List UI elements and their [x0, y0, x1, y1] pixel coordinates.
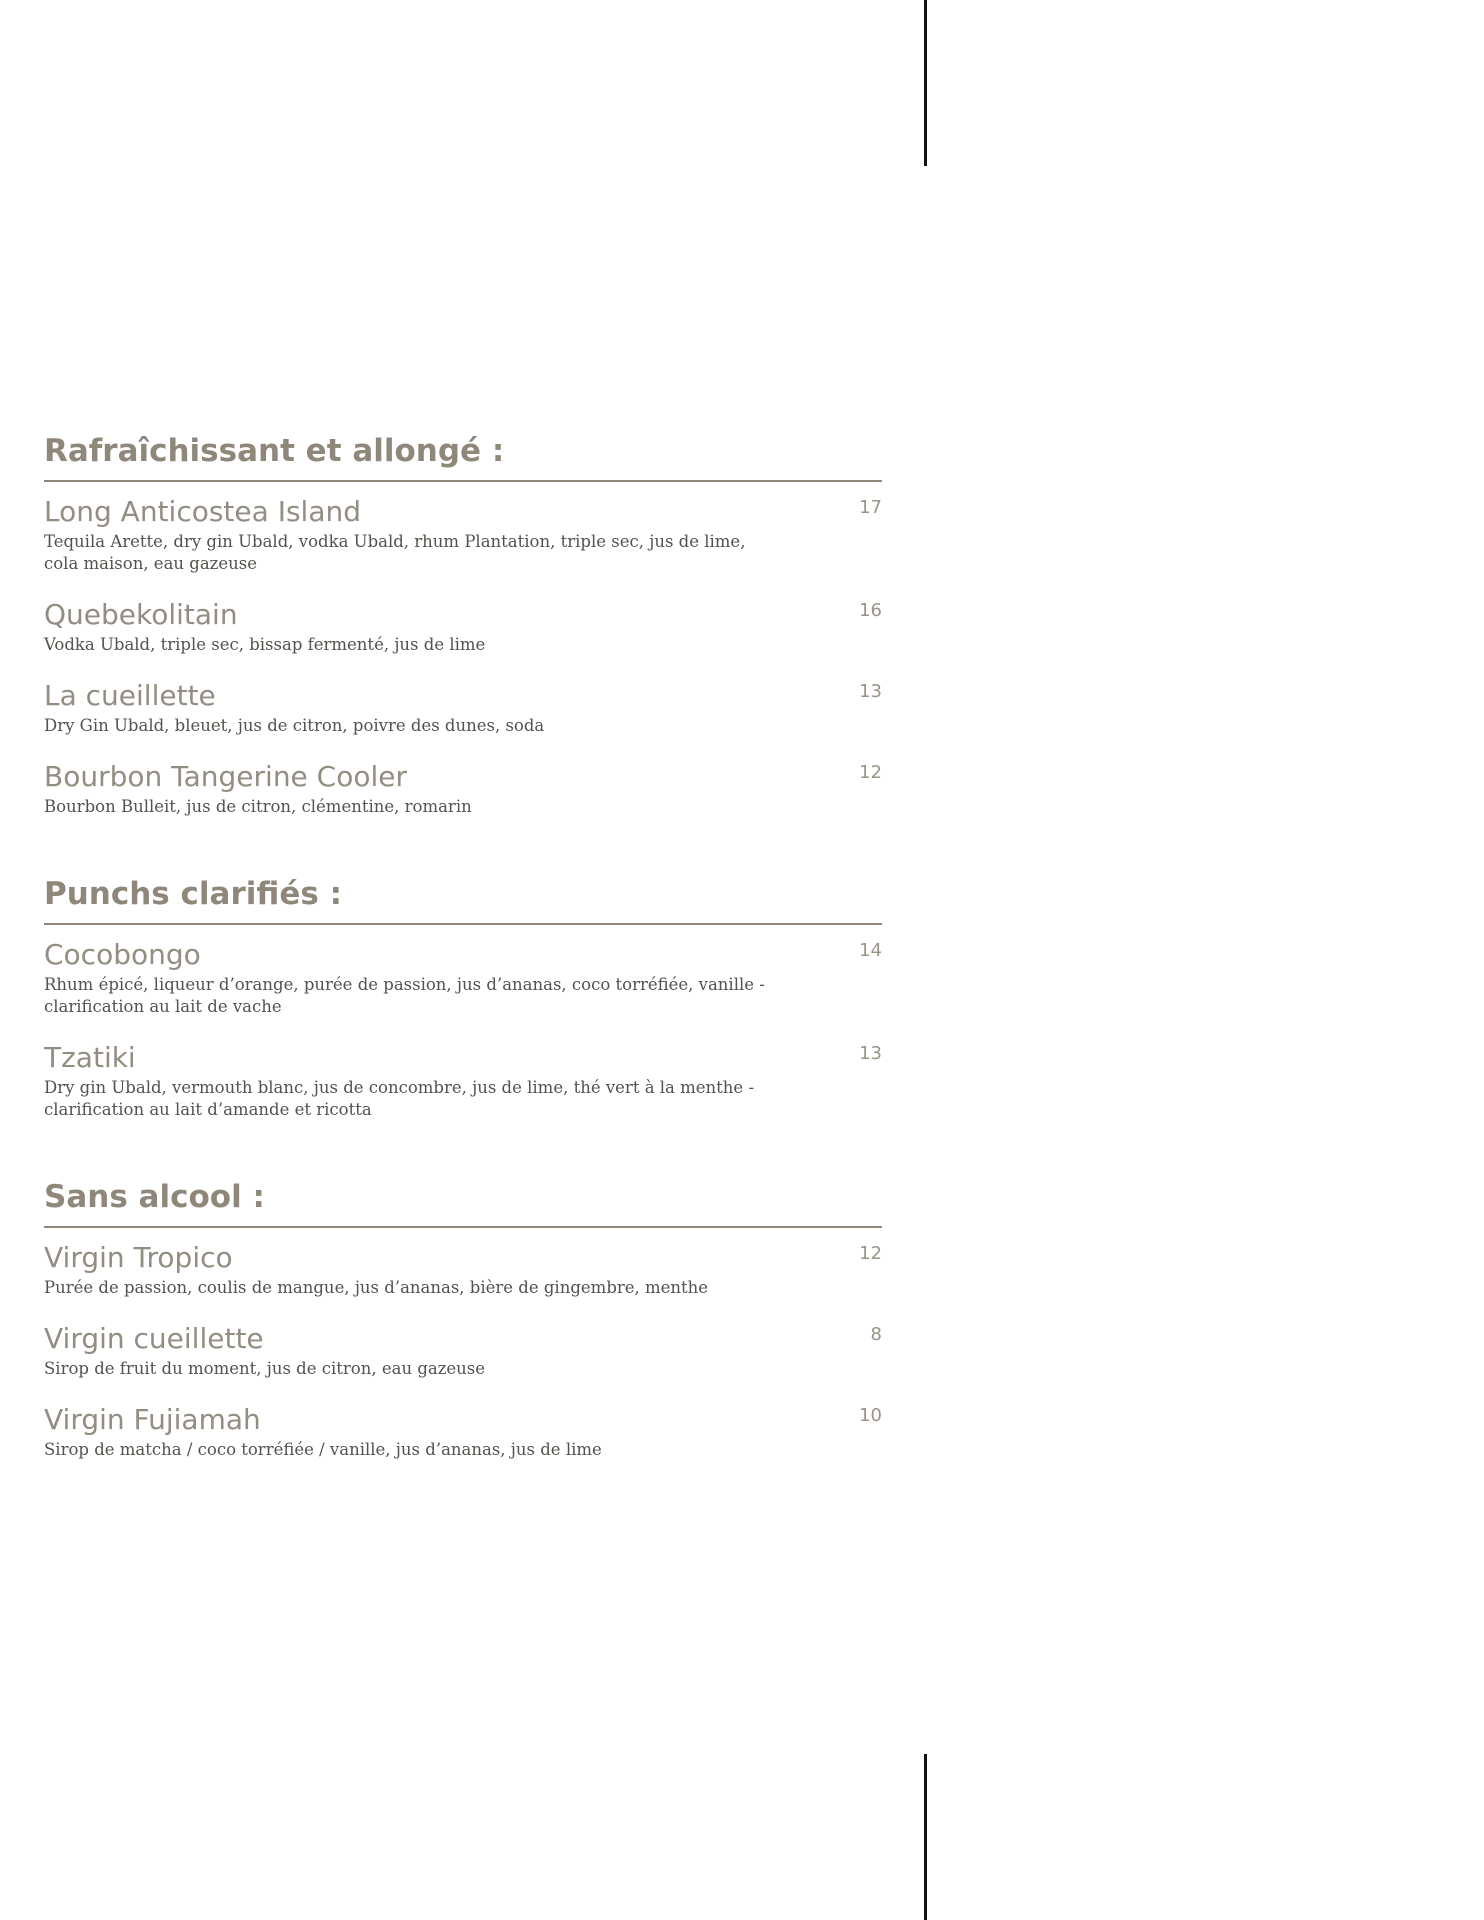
- menu-item: [44, 1240, 882, 1299]
- section-title: Sans alcool :: [44, 1179, 265, 1215]
- menu-section-non-alcoholic: [44, 1174, 882, 1461]
- item-price: 12: [859, 1243, 882, 1264]
- menu-item: [44, 597, 882, 656]
- item-description: Dry gin Ubald, vermouth blanc, jus de concombre, jus de lime, thé vert à la menthe - clarification au lait d’amande et ricotta: [44, 1078, 755, 1119]
- item-price: 16: [859, 600, 882, 621]
- menu-section-refreshing: [44, 428, 882, 818]
- menu-item: [44, 759, 882, 818]
- item-name: Quebekolitain: [44, 598, 238, 631]
- item-price: 14: [859, 940, 882, 961]
- item-description: Sirop de matcha / coco torréfiée / vanille, jus d’ananas, jus de lime: [44, 1440, 602, 1459]
- item-price: 13: [859, 681, 882, 702]
- item-description: Tequila Arette, dry gin Ubald, vodka Ubald, rhum Plantation, triple sec, jus de lime, cola maison, eau gazeuse: [44, 532, 746, 573]
- item-description: Purée de passion, coulis de mangue, jus d’ananas, bière de gingembre, menthe: [44, 1278, 709, 1297]
- item-description: Vodka Ubald, triple sec, bissap fermenté, jus de lime: [44, 635, 486, 654]
- menu-item: [44, 1402, 882, 1461]
- item-name: Long Anticostea Island: [44, 495, 361, 528]
- crop-mark-bottom: [924, 1754, 927, 1920]
- section-divider: [44, 1226, 882, 1228]
- section-title: Punchs clarifiés :: [44, 876, 343, 912]
- item-price: 12: [859, 762, 882, 783]
- crop-mark-top: [924, 0, 927, 166]
- menu-item: [44, 1321, 882, 1380]
- item-description: Sirop de fruit du moment, jus de citron, eau gazeuse: [44, 1359, 486, 1378]
- item-description: Dry Gin Ubald, bleuet, jus de citron, poivre des dunes, soda: [44, 716, 545, 735]
- item-price: 10: [859, 1405, 882, 1426]
- item-name: Tzatiki: [44, 1041, 136, 1074]
- item-name: Virgin Fujiamah: [44, 1403, 261, 1436]
- item-name: Virgin Tropico: [44, 1241, 233, 1274]
- section-title: Rafraîchissant et allongé :: [44, 433, 505, 469]
- item-price: 8: [870, 1324, 882, 1345]
- section-divider: [44, 923, 882, 925]
- menu-item: [44, 678, 882, 737]
- item-description: Bourbon Bulleit, jus de citron, clémentine, romarin: [44, 797, 472, 816]
- menu-item: [44, 494, 882, 575]
- menu-item: [44, 937, 882, 1018]
- item-name: Virgin cueillette: [44, 1322, 264, 1355]
- item-name: Bourbon Tangerine Cooler: [44, 760, 408, 793]
- section-divider: [44, 480, 882, 482]
- menu-item: [44, 1040, 882, 1121]
- item-description: Rhum épicé, liqueur d’orange, purée de passion, jus d’ananas, coco torréfiée, vanille - clarification au lait de vache: [44, 975, 765, 1016]
- item-name: Cocobongo: [44, 938, 201, 971]
- item-price: 17: [859, 497, 882, 518]
- menu-section-clarified-punches: [44, 871, 882, 1121]
- item-name: La cueillette: [44, 679, 216, 712]
- item-price: 13: [859, 1043, 882, 1064]
